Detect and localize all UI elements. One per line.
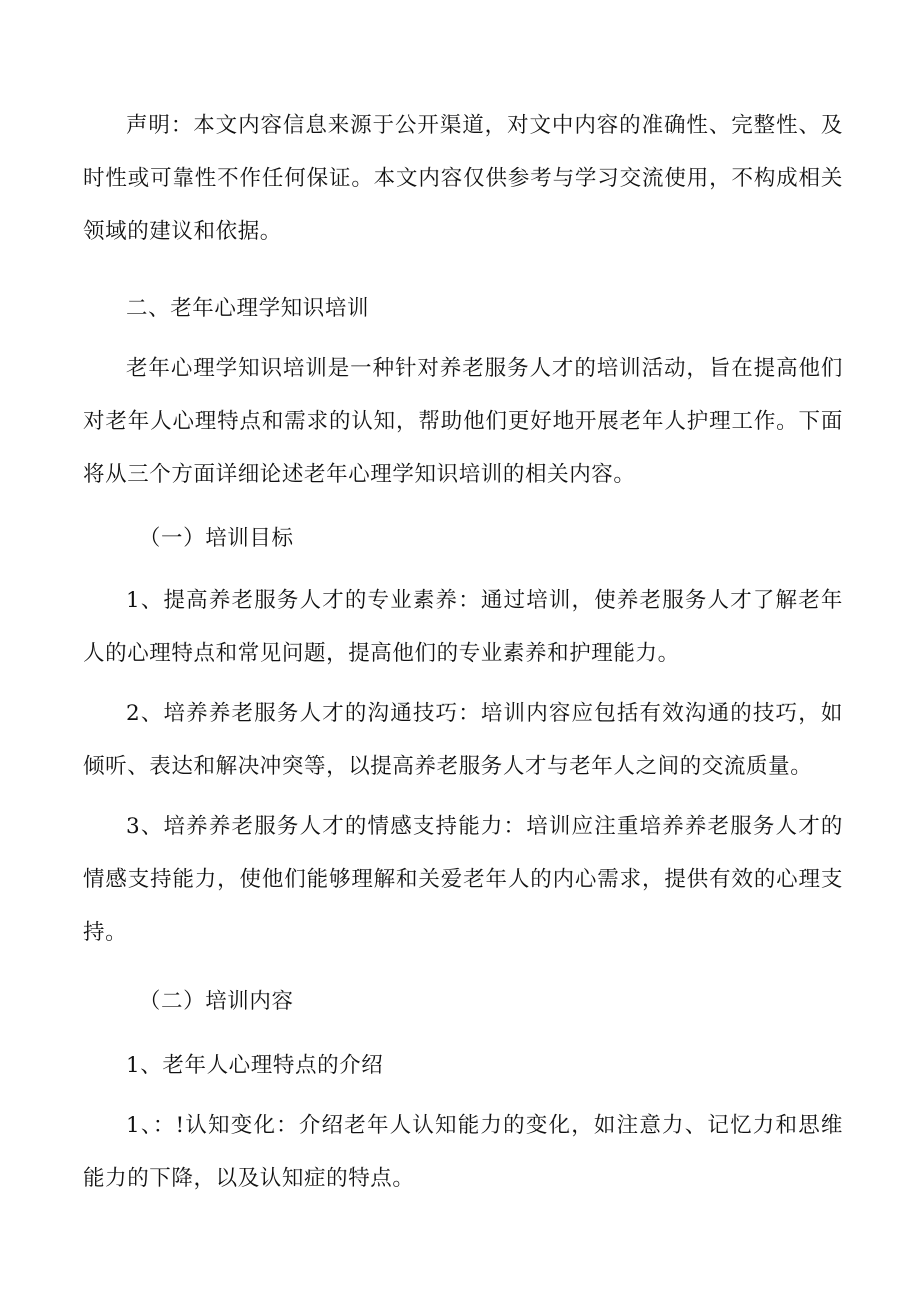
subheading-training-goals: （一）培训目标 — [138, 526, 294, 551]
disclaimer-paragraph: 声明：本文内容信息来源于公开渠道，对文中内容的准确性、完整性、及时性或可靠性不作任何保证。本文内容仅供参考与学习交流使用，不构成相关领域的建议和依据。 — [83, 113, 843, 244]
content-item-1: 1、老年人心理特点的介绍 — [126, 1053, 384, 1078]
goal-item-3: 3、培养养老服务人才的情感支持能力：培训应注重培养养老服务人才的情感支持能力，使他们能够理解和关爱老年人的内心需求，提供有效的心理支持。 — [83, 814, 843, 945]
goal-item-2: 2、培养养老服务人才的沟通技巧：培训内容应包括有效沟通的技巧，如倾听、表达和解决冲突等，以提高养老服务人才与老年人之间的交流质量。 — [83, 701, 843, 779]
subheading-training-content: （二）培训内容 — [138, 989, 294, 1014]
goal-item-1: 1、提高养老服务人才的专业素养：通过培训，使养老服务人才了解老年人的心理特点和常见问题，提高他们的专业素养和护理能力。 — [83, 588, 843, 666]
section-heading-2: 二、老年心理学知识培训 — [126, 296, 370, 321]
intro-paragraph: 老年心理学知识培训是一种针对养老服务人才的培训活动，旨在提高他们对老年人心理特点和需求的认知，帮助他们更好地开展老年人护理工作。下面将从三个方面详细论述老年心理学知识培训的相关内容。 — [83, 356, 843, 487]
content-subitem-cognition: 1、：!认知变化：介绍老年人认知能力的变化，如注意力、记忆力和思维能力的下降，以及认知症的特点。 — [83, 1113, 843, 1191]
